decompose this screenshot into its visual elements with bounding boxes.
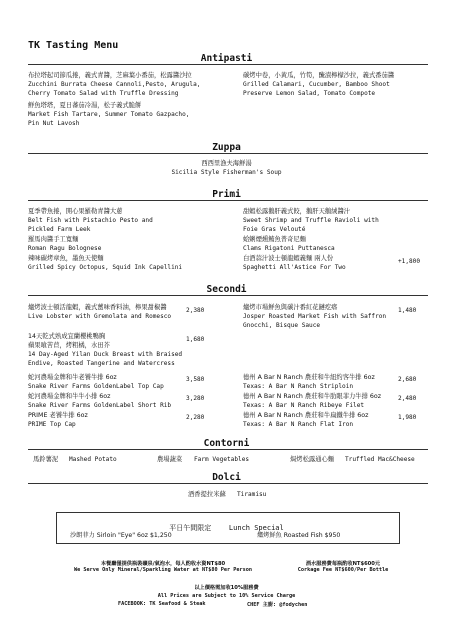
section-title-zuppa: Zuppa	[212, 142, 241, 153]
dolci-item-zh: 酒香提拉米蘇	[188, 491, 226, 498]
secondi-item-en: Texas: A Bar N Ranch Flat Iron	[243, 421, 354, 428]
primi-item-zh: 羅馬肉醬手工寬麵	[28, 236, 79, 243]
zuppa-item-zh: 西西里漁夫海鮮湯	[201, 160, 252, 167]
contorni-item-en: Truffled Mac&Cheese	[345, 456, 415, 463]
antipasti-item-zh: 鮮魚塔塔，夏日蕃茄冷湯，松子義式脆餅	[28, 102, 142, 109]
secondi-item-en: Snake River Farms GoldenLabel Short Rib	[28, 402, 172, 409]
chef-handle: CHEF 主廚: @fodychen	[247, 602, 308, 608]
primi-item-zh: 甜蝦松露鵝肝義式餃，鵝肝天鵝絨醬汁	[243, 208, 351, 215]
secondi-item-en: PRIME Top Cap	[28, 421, 76, 428]
secondi-item-price: 1,480	[398, 307, 417, 314]
water-policy-en: We Serve Only Mineral/Sparkling Water at NT$80 Per Person	[73, 567, 253, 573]
divider	[28, 153, 428, 154]
antipasti-item-en: Cherry Tomato Salad with Truffle Dressing	[28, 90, 179, 97]
secondi-item-zh: 蛇河農場金牌和牛老饕牛排 6oz	[28, 374, 117, 381]
secondi-item-en: 14 Day-Aged Yilan Duck Breast with Braised	[28, 351, 183, 358]
secondi-item-en: Live Lobster with Gremolata and Romesco	[28, 313, 172, 320]
secondi-item-price: 2,280	[186, 414, 205, 421]
section-title-contorni: Contorni	[203, 438, 250, 449]
secondi-item-price: 2,680	[398, 376, 417, 383]
antipasti-item-en: Preserve Lemon Salad, Tomato Compote	[243, 90, 376, 97]
primi-item-en: Grilled Spicy Octopus, Squid Ink Capellini	[28, 264, 183, 271]
secondi-item-en: Texas: A Bar N Ranch Ribeye Filet	[243, 402, 365, 409]
divider	[28, 295, 428, 296]
secondi-item-zh: 德州 A Bar N Ranch 農莊和牛紐約客牛排 6oz	[243, 374, 375, 381]
divider	[28, 449, 428, 450]
primi-item-en: Clams Rigatoni Puttanesca	[243, 245, 335, 252]
antipasti-item-en: Pin Nut Lavosh	[28, 120, 80, 127]
lunch-special-zh: 平日午間限定	[169, 524, 212, 532]
section-title-dolci: Dolci	[212, 472, 241, 483]
facebook-handle: FACEBOOK: TK Seafood & Steak	[118, 601, 206, 607]
section-title-primi: Primi	[212, 189, 241, 200]
contorni-item-en: Mashed Potato	[69, 456, 117, 463]
lunch-item-sirloin: 沙朗菲力 Sirloin "Eye" 6oz $1,250	[70, 532, 172, 539]
corkage-policy-en: Corkage Fee NT$600/Per Bottle	[297, 567, 389, 573]
contorni-item-en: Farm Vegetables	[194, 456, 250, 463]
secondi-item-price: 3,280	[186, 395, 205, 402]
primi-item-zh: 白酒蒜汁波士頓龍蝦義麵 兩人份	[243, 255, 334, 262]
secondi-item-zh: 德州 A Bar N Ranch 農莊和牛肋眼菲力牛排 6oz	[243, 393, 382, 400]
secondi-item-zh2: 蘋果喰苦苣，烤粗橘，水田芥	[28, 342, 110, 349]
secondi-item-en: Endive, Roasted Tangerine and Watercress	[28, 360, 175, 367]
secondi-item-zh: 14天乾式熟成宜蘭櫻桃鴨胸	[28, 333, 106, 340]
primi-item-en: Spaghetti All'Astice For Two	[243, 264, 346, 271]
primi-item-zh: 辣味碳烤章魚，墨魚天使麵	[28, 255, 104, 262]
secondi-item-en: Gnocchi, Bisque Sauce	[243, 322, 321, 329]
menu-title: TK Tasting Menu	[28, 40, 119, 51]
divider	[28, 483, 428, 484]
lunch-special-en: Lunch Special	[228, 524, 284, 532]
service-charge-en: All Prices are Subject to 10% Service Charge	[157, 593, 296, 599]
section-title-secondi: Secondi	[206, 284, 247, 295]
secondi-item-zh: 德州 A Bar N Ranch 農莊和牛扁鐵牛排 6oz	[243, 412, 369, 419]
divider	[28, 200, 428, 201]
service-charge-zh: 以上價格需加收10%服務費	[194, 585, 259, 591]
primi-item-zh: 夏季帶魚捲，開心果羅勒青醬大蔥	[28, 208, 123, 215]
contorni-item-zh: 焗烤松露通心麵	[290, 456, 335, 463]
secondi-item-zh: 蛇河農場金牌和牛牛小排 6oz	[28, 393, 111, 400]
contorni-item-zh: 農場蔬菜	[157, 456, 183, 463]
secondi-item-zh: 爐烤市場鮮魚與碳汁番紅花鏈疙瘩	[243, 304, 338, 311]
secondi-item-price: 3,580	[186, 376, 205, 383]
lunch-special-heading	[0, 515, 453, 534]
secondi-item-en: Snake River Farms GoldenLabel Top Cap	[28, 383, 164, 390]
primi-item-en: Roman Ragu Bolognese	[28, 245, 102, 252]
secondi-item-price: 2,480	[398, 395, 417, 402]
primi-item-zh: 蛤蜊煙燻鮪魚普奇尼麵	[243, 236, 306, 243]
divider	[28, 64, 428, 65]
antipasti-item-en: Market Fish Tartare, Summer Tomato Gazpacho,	[28, 111, 190, 118]
secondi-item-en: Texas: A Bar N Ranch Striploin	[243, 383, 354, 390]
antipasti-item-zh: 碳烤中卷，小黃瓜，竹筍，醃漬檸檬沙拉，義式番茄醬	[243, 72, 395, 79]
antipasti-item-zh: 布拉塔起司節瓜捲，義式青醬，芝麻葉小番茄，松露醬沙拉	[28, 72, 192, 79]
secondi-item-zh: PRIME 老饕牛排 6oz	[28, 412, 88, 419]
secondi-item-price: 2,380	[186, 307, 205, 314]
secondi-item-en: Josper Roasted Market Fish with Saffron	[243, 313, 387, 320]
primi-item-en: Belt Fish with Pistachio Pesto and	[28, 217, 153, 224]
secondi-item-zh: 爐烤波士頓活龍蝦，義式薑味香料油，檸果甜椒醬	[28, 304, 167, 311]
secondi-item-price: 1,680	[186, 336, 205, 343]
lunch-item-fish: 爐烤鮮魚 Roasted Fish $950	[257, 532, 341, 539]
water-policy-zh: 本餐廳僅提供瓶裝礦泉/氣泡水，每人酌收水資NT$80	[100, 561, 226, 567]
primi-item-price: +1,800	[398, 258, 421, 265]
primi-item-en: Sweet Shrimp and Truffle Ravioli with	[243, 217, 379, 224]
corkage-policy-zh: 酒水服務費每瓶酌收NT$600元	[305, 561, 381, 567]
zuppa-item-en: Sicilia Style Fisherman's Soup	[171, 169, 282, 176]
primi-item-en: Pickled Farm Leek	[28, 226, 91, 233]
section-title-antipasti: Antipasti	[200, 53, 253, 64]
antipasti-item-en: Zucchini Burrata Cheese Cannoli,Pesto, Arugula,	[28, 81, 201, 88]
secondi-item-price: 1,980	[398, 414, 417, 421]
primi-item-en: Foie Gras Velouté	[243, 226, 306, 233]
antipasti-item-en: Grilled Calamari, Cucumber, Bamboo Shoot	[243, 81, 390, 88]
dolci-item-en: Tiramisu	[237, 491, 267, 498]
contorni-item-zh: 馬鈴薯泥	[33, 456, 59, 463]
